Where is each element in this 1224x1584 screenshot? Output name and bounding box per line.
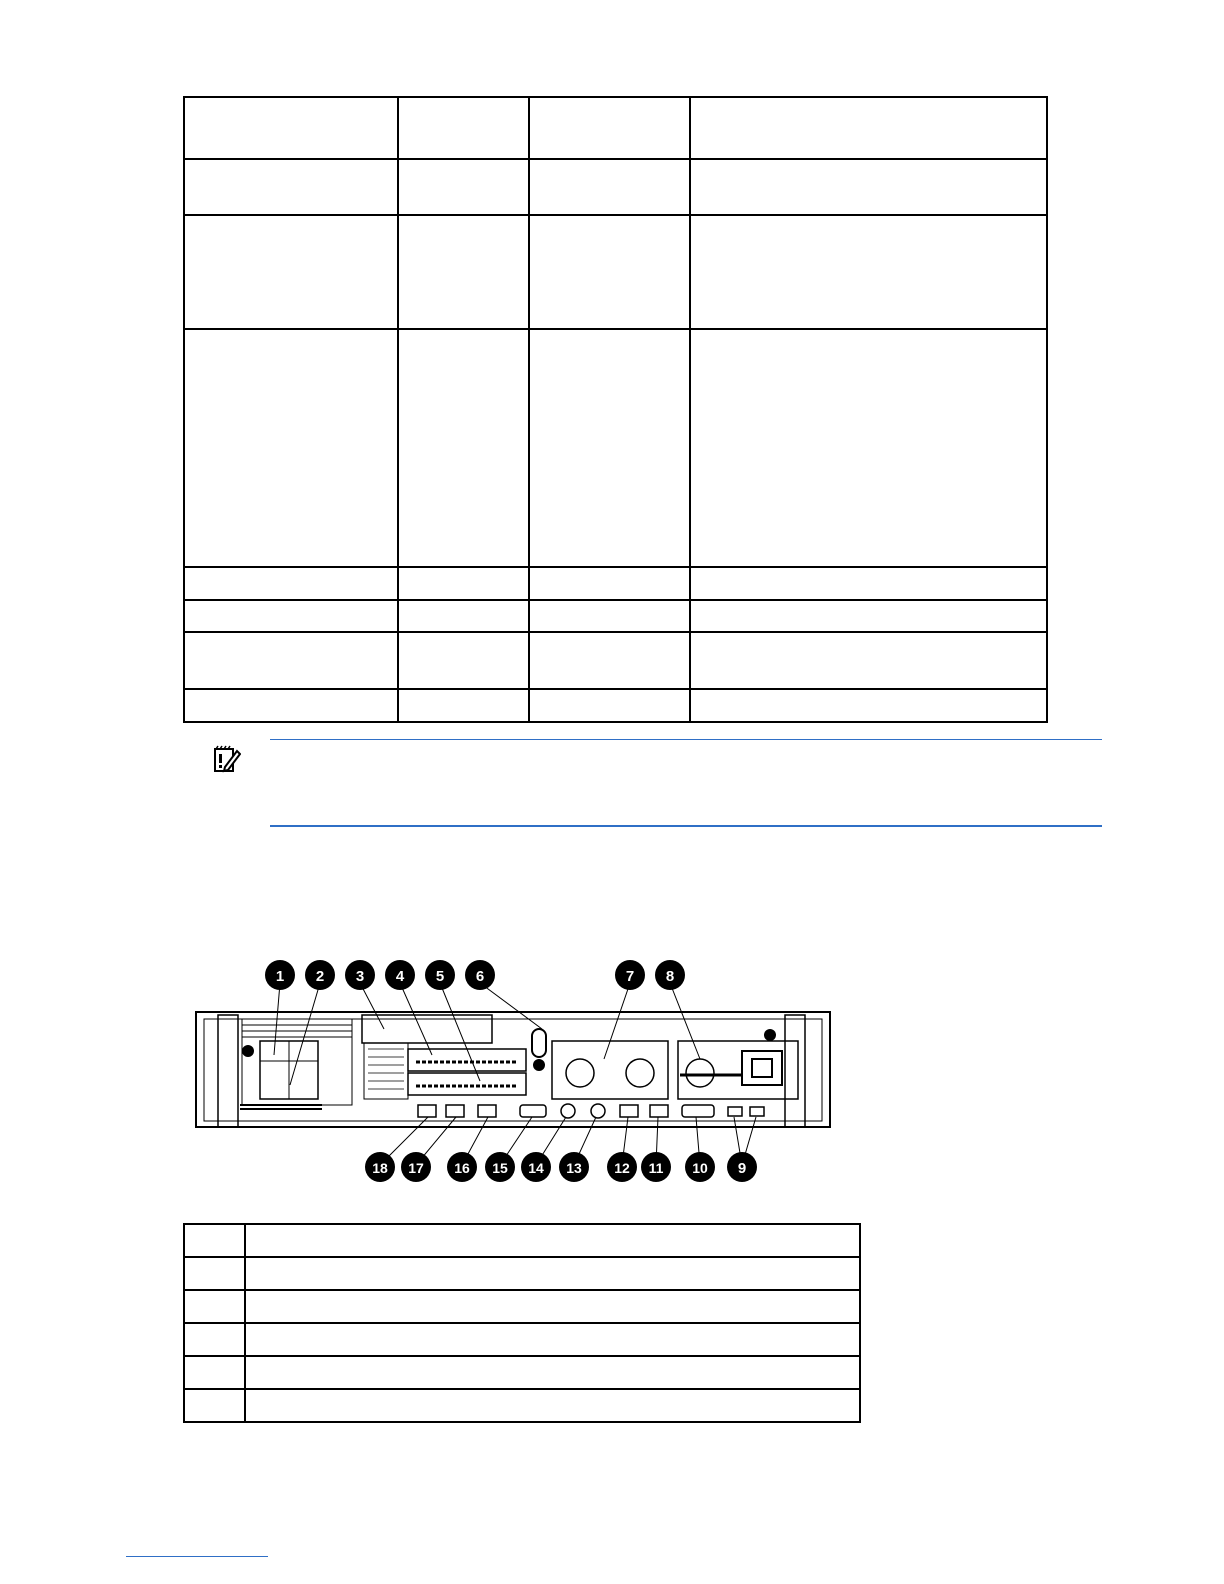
- table-cell: [245, 1389, 860, 1422]
- table-cell: [529, 97, 690, 159]
- svg-text:5: 5: [435, 968, 445, 985]
- callout-marker: [641, 1152, 671, 1182]
- center-latch: [532, 1029, 546, 1071]
- table-cell: [184, 97, 398, 159]
- note-bottom-rule: [270, 825, 1102, 827]
- svg-text:4: 4: [395, 968, 405, 985]
- callout-marker: [655, 960, 685, 990]
- table-row: [184, 600, 1047, 632]
- callout-marker: [365, 1152, 395, 1182]
- footnote-rule: [126, 1556, 268, 1557]
- table-cell: [690, 567, 1047, 600]
- table-row: [184, 567, 1047, 600]
- callout-marker: [305, 960, 335, 990]
- table-row: [184, 1356, 860, 1389]
- svg-text:17: 17: [408, 1160, 424, 1176]
- table-cell: [398, 97, 530, 159]
- table-cell: [184, 215, 398, 329]
- callout-marker: [485, 1152, 515, 1182]
- table-cell: [245, 1323, 860, 1356]
- callout-marker: [521, 1152, 551, 1182]
- table-cell: [529, 689, 690, 722]
- svg-text:6: 6: [475, 968, 485, 985]
- callout-marker: [265, 960, 295, 990]
- table-row: [184, 215, 1047, 329]
- table-cell: [690, 600, 1047, 632]
- table-row: [184, 1323, 860, 1356]
- callout-marker: [345, 960, 375, 990]
- table-cell: [245, 1356, 860, 1389]
- io-ports: [418, 1104, 764, 1118]
- table-cell: [184, 1224, 245, 1257]
- table-cell: [184, 600, 398, 632]
- callout-marker: [615, 960, 645, 990]
- table-cell: [245, 1224, 860, 1257]
- thumbscrew-right: [764, 1029, 776, 1041]
- svg-text:13: 13: [566, 1160, 582, 1176]
- table-cell: [398, 329, 530, 567]
- table-cell: [690, 159, 1047, 215]
- table-cell: [398, 567, 530, 600]
- table-row: [184, 1290, 860, 1323]
- legend-table: [183, 1223, 861, 1423]
- callout-marker: [385, 960, 415, 990]
- svg-text:11: 11: [648, 1160, 664, 1176]
- table-cell: [529, 329, 690, 567]
- callout-marker: [447, 1152, 477, 1182]
- table-cell: [245, 1290, 860, 1323]
- svg-text:1: 1: [275, 968, 285, 985]
- power-supply-bay: [552, 1041, 798, 1099]
- table-row: [184, 159, 1047, 215]
- table-cell: [529, 600, 690, 632]
- note-top-rule: [270, 739, 1102, 740]
- svg-text:7: 7: [625, 968, 635, 985]
- table-cell: [184, 1356, 245, 1389]
- thumbscrew-left: [242, 1045, 254, 1057]
- callout-marker: [559, 1152, 589, 1182]
- specification-table: [183, 96, 1048, 723]
- table-cell: [184, 329, 398, 567]
- table-cell: [398, 159, 530, 215]
- table-row: [184, 97, 1047, 159]
- expansion-slots: [362, 1015, 526, 1099]
- svg-text:9: 9: [737, 1160, 747, 1177]
- table-cell: [398, 632, 530, 689]
- callout-marker: [465, 960, 495, 990]
- table-cell: [398, 215, 530, 329]
- table-cell: [184, 632, 398, 689]
- svg-text:16: 16: [454, 1160, 470, 1176]
- callout-marker: [727, 1152, 757, 1182]
- svg-text:3: 3: [355, 968, 365, 985]
- table-row: [184, 1257, 860, 1290]
- table-row: [184, 1224, 860, 1257]
- table-cell: [398, 600, 530, 632]
- table-row: [184, 689, 1047, 722]
- callout-marker: [401, 1152, 431, 1182]
- table-cell: [184, 689, 398, 722]
- table-cell: [184, 1323, 245, 1356]
- svg-text:15: 15: [492, 1160, 508, 1176]
- table-cell: [398, 689, 530, 722]
- svg-text:8: 8: [665, 968, 675, 985]
- table-cell: [690, 97, 1047, 159]
- rear-panel-diagram: [180, 955, 840, 1195]
- table-cell: [690, 329, 1047, 567]
- table-cell: [529, 215, 690, 329]
- callout-marker: [607, 1152, 637, 1182]
- table-cell: [529, 159, 690, 215]
- svg-text:18: 18: [372, 1160, 388, 1176]
- svg-text:10: 10: [692, 1160, 708, 1176]
- table-cell: [184, 1257, 245, 1290]
- callout-marker: [685, 1152, 715, 1182]
- table-cell: [690, 689, 1047, 722]
- table-row: [184, 1389, 860, 1422]
- important-note-icon: [213, 745, 241, 773]
- table-cell: [529, 632, 690, 689]
- table-cell: [245, 1257, 860, 1290]
- svg-text:12: 12: [614, 1160, 630, 1176]
- svg-text:2: 2: [315, 968, 325, 985]
- table-cell: [184, 159, 398, 215]
- table-cell: [184, 567, 398, 600]
- table-row: [184, 632, 1047, 689]
- table-cell: [184, 1389, 245, 1422]
- svg-text:14: 14: [528, 1160, 544, 1176]
- table-cell: [690, 632, 1047, 689]
- callout-marker: [425, 960, 455, 990]
- table-cell: [184, 1290, 245, 1323]
- table-cell: [690, 215, 1047, 329]
- table-row: [184, 329, 1047, 567]
- table-cell: [529, 567, 690, 600]
